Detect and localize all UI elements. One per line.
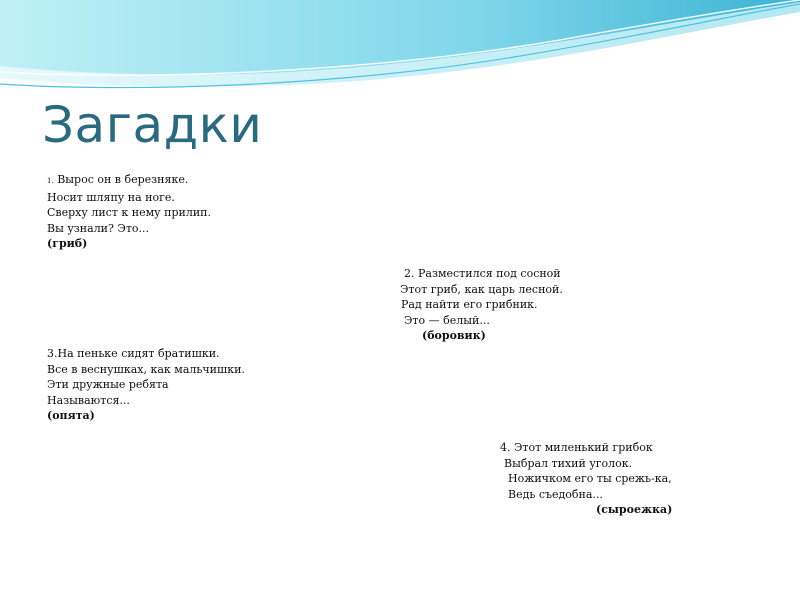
- riddle-2-line-3: Рад найти его грибник.: [401, 298, 538, 311]
- riddle-3-line-1: [47, 346, 245, 362]
- riddle-2-number: 2.: [404, 267, 415, 280]
- riddle-3: [47, 346, 245, 424]
- riddle-4-answer: (сыроежка): [596, 503, 673, 516]
- riddle-1-line-3: Сверху лист к нему прилип.: [47, 206, 211, 219]
- riddle-1-line-4: Вы узнали? Это...: [47, 221, 150, 235]
- riddle-4-line-4: Ведь съедобна...: [508, 487, 603, 501]
- riddle-1-answer: (гриб): [47, 237, 88, 250]
- riddle-2-answer: (боровик): [422, 329, 486, 342]
- riddle-2: [400, 266, 563, 344]
- riddle-1-line-1: [47, 172, 211, 190]
- riddle-4-line-1: [500, 440, 672, 456]
- riddle-3-answer: (опята): [47, 409, 95, 422]
- riddle-2-line-4: Это — белый...: [404, 313, 490, 327]
- riddle-3-number: 3.: [47, 347, 58, 360]
- riddle-1: [47, 172, 211, 252]
- riddle-2-line-2: Этот гриб, как царь лесной.: [400, 282, 563, 296]
- riddle-1-text-1: Вырос он в березняке.: [57, 173, 189, 186]
- slide-title: Загадки: [42, 96, 263, 154]
- riddle-4-line-3: Ножичком его ты срежь-ка,: [508, 472, 672, 485]
- riddle-3-line-4: Называются...: [47, 393, 130, 407]
- riddle-4-line-2: Выбрал тихий уголок.: [504, 456, 633, 470]
- riddle-4-text-1: Этот миленький грибок: [514, 441, 653, 454]
- riddle-1-line-2: Носит шляпу на ноге.: [47, 190, 175, 204]
- riddle-1-number: 1.: [47, 177, 54, 185]
- riddle-4: [500, 440, 672, 518]
- riddle-4-number: 4.: [500, 441, 511, 454]
- decorative-wave-header: [0, 0, 800, 90]
- riddle-2-text-1: Разместился под сосной: [418, 267, 561, 280]
- riddle-3-text-1: На пеньке сидят братишки.: [57, 347, 220, 360]
- riddle-3-line-2: Все в веснушках, как мальчишки.: [47, 362, 245, 376]
- riddle-3-line-3: Эти дружные ребята: [47, 378, 169, 391]
- riddle-2-line-1: [400, 266, 563, 282]
